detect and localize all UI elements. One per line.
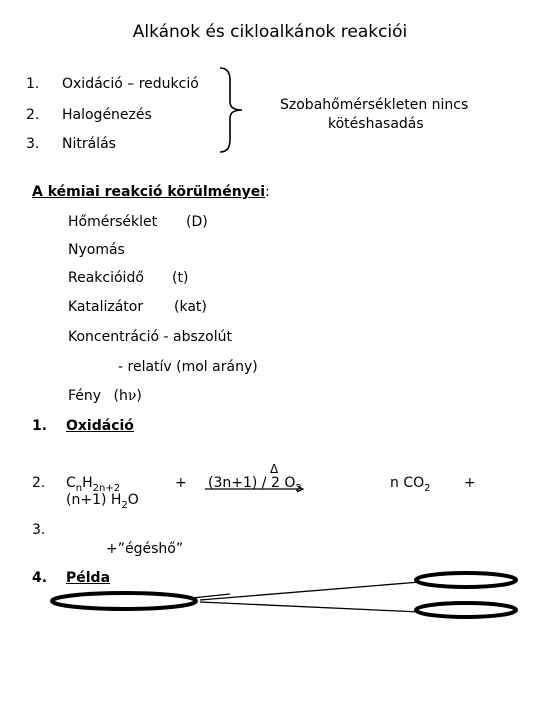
water-coefficient: (n+1) H	[66, 492, 122, 508]
nu-symbol: ν	[127, 388, 137, 404]
conditions-heading-text: A kémiai reakció körülményei	[32, 184, 266, 200]
concentration-absolute: - abszolút	[163, 329, 232, 345]
co2-product	[390, 475, 431, 494]
list-number-2: 2.	[26, 107, 40, 123]
alkane-h: H	[82, 475, 93, 491]
concentration-relative: - relatív (mol arány)	[118, 359, 258, 375]
section-oxidation-heading: Oxidáció	[66, 418, 134, 434]
section-4-number: 4.	[32, 570, 48, 586]
molecule-rings-illustration	[40, 568, 520, 618]
plus-sign-2: +	[464, 475, 476, 491]
oxygen-sub: 2	[295, 482, 302, 494]
concentration-label: Koncentráció	[68, 329, 160, 345]
co2-sub: 2	[424, 482, 431, 494]
brace-note-line-2: kötéshasadás	[328, 116, 424, 132]
condition-temperature: Hőmérséklet	[68, 214, 158, 230]
alkane-formula	[66, 475, 120, 494]
light-symbol	[114, 388, 142, 404]
delta-symbol: Δ	[270, 462, 279, 476]
list-item-oxidation-reduction: Oxidáció – redukció	[62, 76, 199, 92]
curly-brace-icon	[218, 66, 248, 154]
condition-pressure: Nyomás	[68, 242, 125, 258]
brace-note-line-1: Szobahőmérsékleten nincs	[280, 97, 469, 113]
condition-catalyst: Katalizátor	[68, 299, 144, 315]
list-number-3: 3.	[26, 136, 40, 152]
co2-text: n CO	[390, 475, 425, 491]
section-2-number: 2.	[32, 475, 46, 491]
condition-concentration	[68, 329, 232, 345]
light-symbol-close: )	[136, 388, 142, 404]
condition-temperature-symbol: (D)	[186, 214, 208, 230]
condition-time: Reakcióidő	[68, 270, 144, 286]
example-heading: Példa	[66, 570, 111, 586]
combustion-heat: +”égéshő”	[106, 541, 184, 557]
list-number-1: 1.	[26, 76, 40, 92]
condition-light	[68, 388, 142, 404]
water-product	[66, 492, 139, 511]
conditions-heading	[32, 184, 270, 200]
water-sub: 2	[121, 499, 128, 511]
water-o: O	[127, 492, 139, 508]
plus-sign-1: +	[175, 475, 187, 491]
section-1-number: 1.	[32, 418, 48, 434]
condition-time-symbol: (t)	[172, 270, 189, 286]
light-symbol-open: (h	[113, 388, 128, 404]
alkane-c-sub: n	[75, 482, 83, 494]
alkane-h-sub: 2n+2	[92, 482, 121, 494]
light-label: Fény	[68, 388, 102, 404]
list-item-halogenation: Halogénezés	[62, 107, 152, 123]
section-3-number: 3.	[32, 522, 46, 538]
oxygen-coefficient: (3n+1) / 2 O	[208, 475, 296, 491]
condition-catalyst-symbol: (kat)	[174, 299, 207, 315]
list-item-nitration: Nitrálás	[62, 136, 116, 152]
alkane-c: C	[66, 475, 76, 491]
page-title: Alkánok és cikloalkánok reakciói	[132, 22, 408, 42]
conditions-heading-colon: :	[265, 184, 270, 200]
reaction-arrow-icon	[205, 486, 305, 492]
